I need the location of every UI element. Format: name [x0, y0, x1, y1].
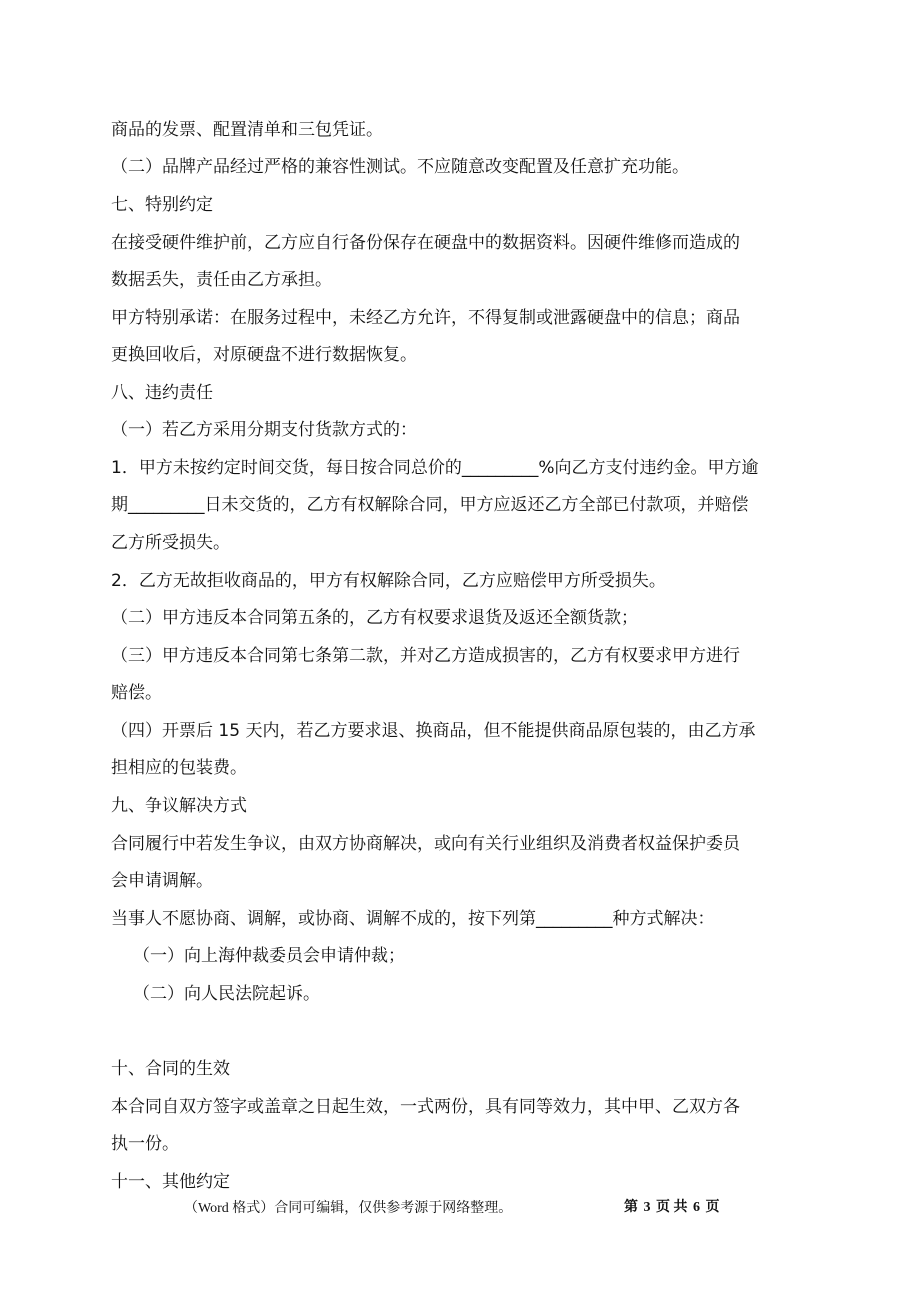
text-line: 本合同自双方签字或盖章之日起生效，一式两份，具有同等效力，其中甲、乙双方各 — [111, 1097, 740, 1117]
text-line: （一）若乙方采用分期支付货款方式的： — [111, 420, 417, 440]
page-number — [624, 1198, 722, 1218]
section-heading: 七、特别约定 — [111, 195, 213, 215]
text-line: 执一份。 — [111, 1134, 179, 1154]
section-heading: 九、争议解决方式 — [111, 796, 247, 816]
text-line: 更换回收后，对原硬盘不进行数据恢复。 — [111, 345, 417, 365]
page-current: 3 — [643, 1200, 651, 1215]
text-line: 担相应的包装费。 — [111, 758, 247, 778]
footer-note: （Word 格式）合同可编辑，仅供参考源于网络整理。 — [184, 1201, 513, 1216]
text-line: 甲方特别承诺：在服务过程中，未经乙方允许，不得复制或泄露硬盘中的信息；商品 — [111, 308, 740, 328]
section-heading: 十、合同的生效 — [111, 1059, 230, 1079]
text-line: 2．乙方无故拒收商品的，甲方有权解除合同，乙方应赔偿甲方所受损失。 — [111, 571, 666, 591]
text-line: （三）甲方违反本合同第七条第二款，并对乙方造成损害的，乙方有权要求甲方进行 — [111, 646, 740, 666]
page-prefix: 第 — [624, 1200, 638, 1215]
text-line: （二）品牌产品经过严格的兼容性测试。不应随意改变配置及任意扩充功能。 — [111, 157, 689, 177]
page-total: 6 — [693, 1200, 700, 1215]
text-line: 商品的发票、配置清单和三包凭证。 — [111, 120, 383, 140]
text-line: （四）开票后 15 天内，若乙方要求退、换商品，但不能提供商品原包装的，由乙方承 — [111, 721, 756, 741]
text-line: 数据丢失，责任由乙方承担。 — [111, 270, 332, 290]
text-line: （二）甲方违反本合同第五条的，乙方有权要求退货及返还全额货款； — [111, 608, 638, 628]
section-heading: 十一、其他约定 — [111, 1172, 230, 1192]
text-line: 会申请调解。 — [111, 871, 213, 891]
page-suffix: 页 — [705, 1200, 720, 1215]
text-line: 1．甲方未按约定时间交货，每日按合同总价的_________%向乙方支付违约金。甲方逾 — [111, 458, 759, 478]
section-heading: 八、违约责任 — [111, 383, 213, 403]
page-mid: 页 共 — [656, 1200, 688, 1215]
text-line: 期_________日未交货的，乙方有权解除合同，甲方应返还乙方全部已付款项，并赔偿 — [111, 495, 749, 515]
text-line: （二）向人民法院起诉。 — [133, 984, 320, 1004]
text-line: 合同履行中若发生争议，由双方协商解决，或向有关行业组织及消费者权益保护委员 — [111, 834, 740, 854]
text-line: 乙方所受损失。 — [111, 533, 230, 553]
text-line: （一）向上海仲裁委员会申请仲裁； — [133, 946, 405, 966]
text-line: 赔偿。 — [111, 683, 162, 703]
text-line: 在接受硬件维护前，乙方应自行备份保存在硬盘中的数据资料。因硬件维修而造成的 — [111, 233, 740, 253]
text-line: 当事人不愿协商、调解，或协商、调解不成的，按下列第_________种方式解决： — [111, 909, 715, 929]
